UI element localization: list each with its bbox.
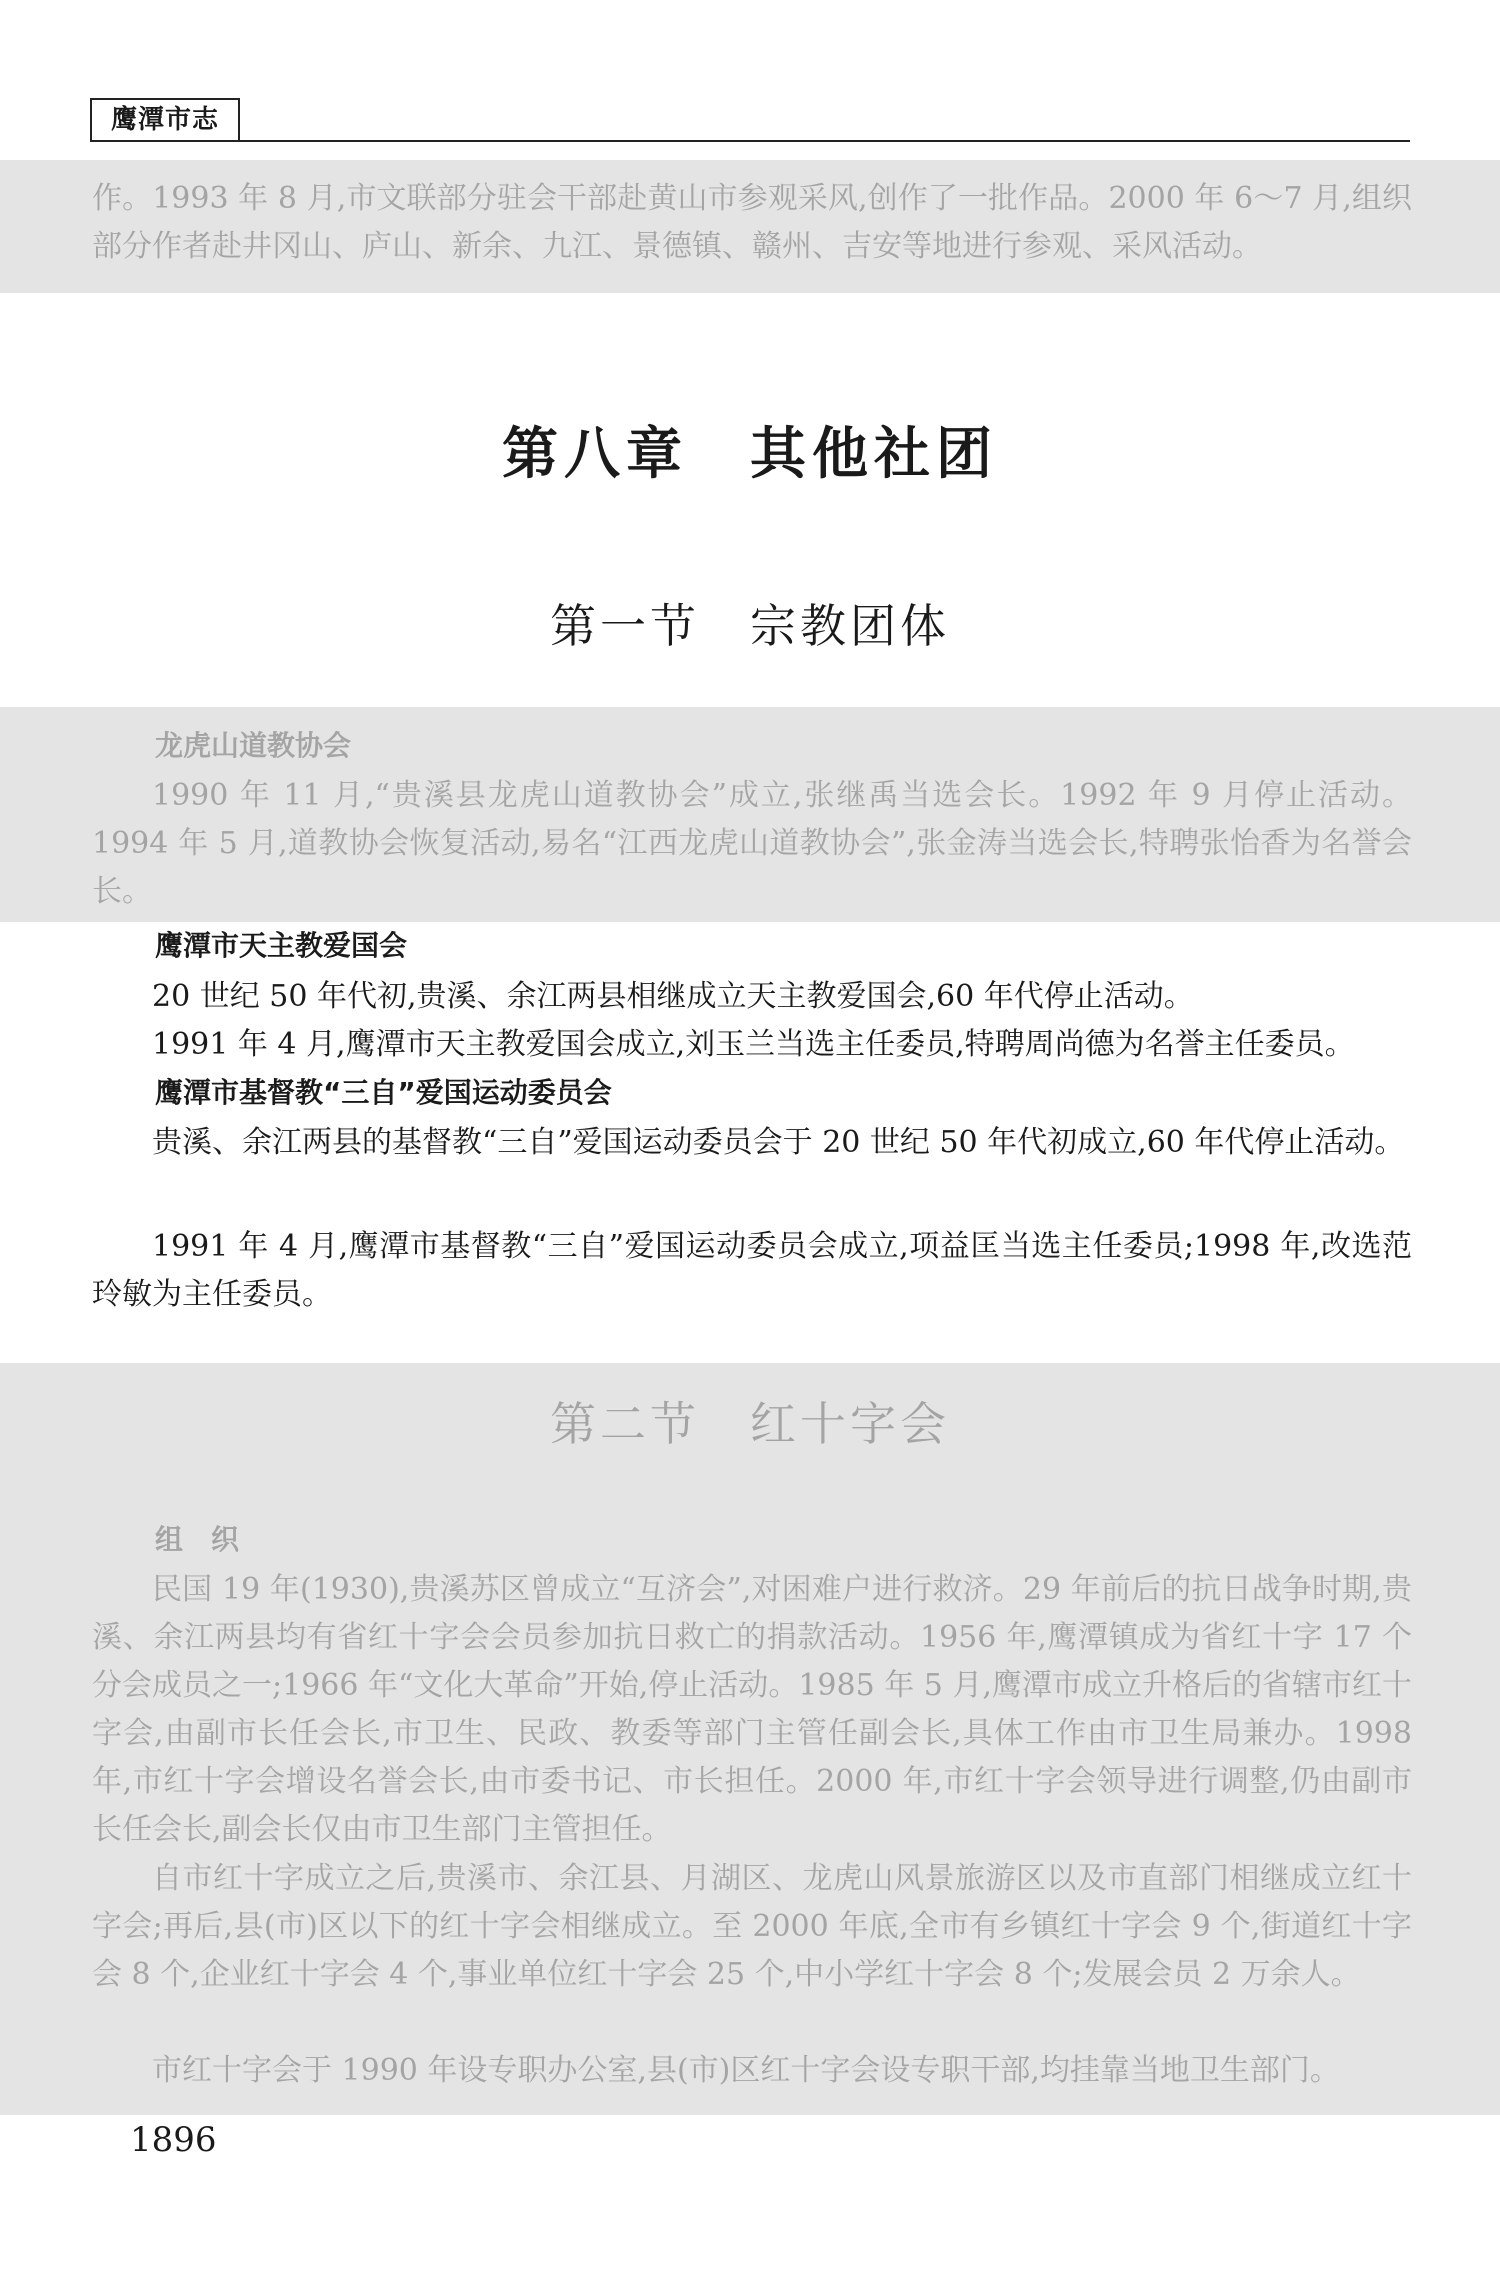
- header-rule: [240, 140, 1410, 142]
- catholic-paragraph-1: 20 世纪 50 年代初,贵溪、余江两县相继成立天主教爱国会,60 年代停止活动。: [152, 979, 1194, 1014]
- running-header: [90, 90, 1410, 146]
- intro-paragraph: 作。1993 年 8 月,市文联部分驻会干部赴黄山市参观采风,创作了一批作品。2000 年 6～7 月,组织部分作者赴井冈山、庐山、新余、九江、景德镇、赣州、吉安等地进行参观、采风活动。: [92, 181, 1412, 264]
- catholic-paragraph-2: 1991 年 4 月,鹰潭市天主教爱国会成立,刘玉兰当选主任委员,特聘周尚德为名誉主任委员。: [152, 1027, 1355, 1062]
- book-title: 鹰潭市志: [90, 98, 240, 142]
- daoist-paragraph: 1990 年 11 月,“贵溪县龙虎山道教协会”成立,张继禹当选会长。1992 年 9 月停止活动。1994 年 5 月,道教协会恢复活动,易名“江西龙虎山道教协会”,张金涛当选会长,特聘张怡香为名誉会长。: [92, 778, 1412, 909]
- redcross-paragraph-2: 自市红十字成立之后,贵溪市、余江县、月湖区、龙虎山风景旅游区以及市直部门相继成立红十字会;再后,县(市)区以下的红十字会相继成立。至 2000 年底,全市有乡镇红十字会 9 个,街道红十字会 8 个,企业红十字会 4 个,事业单位红十字会 25 个,中小学红十字会 8 个;发展会员 2 万余人。: [92, 1861, 1412, 1992]
- chapter-title: 第八章 其他社团: [502, 422, 998, 487]
- christian-paragraph-1: 贵溪、余江两县的基督教“三自”爱国运动委员会于 20 世纪 50 年代初成立,60 年代停止活动。: [152, 1125, 1405, 1160]
- christian-paragraph-2: 1991 年 4 月,鹰潭市基督教“三自”爱国运动委员会成立,项益匡当选主任委员;1998 年,改选范玲敏为主任委员。: [92, 1229, 1412, 1312]
- christian-heading: 鹰潭市基督教“三自”爱国运动委员会: [155, 1076, 612, 1109]
- section2-title: 第二节 红十字会: [550, 1397, 950, 1451]
- redcross-paragraph-1: 民国 19 年(1930),贵溪苏区曾成立“互济会”,对困难户进行救济。29 年前后的抗日战争时期,贵溪、余江两县均有省红十字会会员参加抗日救亡的捐款活动。1956 年,鹰潭镇成为省红十字 17 个分会成员之一;1966 年“文化大革命”开始,停止活动。1985 年 5 月,鹰潭市成立升格后的省辖市红十字会,由副市长任会长,市卫生、民政、教委等部门主管任副会长,具体工作由市卫生局兼办。1998 年,市红十字会增设名誉会长,由市委书记、市长担任。2000 年,市红十字会领导进行调整,仍由副市长任会长,副会长仅由市卫生部门主管担任。: [92, 1572, 1412, 1847]
- redcross-paragraph-3: 市红十字会于 1990 年设专职办公室,县(市)区红十字会设专职干部,均挂靠当地卫生部门。: [152, 2053, 1340, 2088]
- catholic-heading: 鹰潭市天主教爱国会: [155, 929, 408, 962]
- page-number: 1896: [130, 2120, 217, 2160]
- organization-heading: 组 织: [155, 1523, 240, 1556]
- section1-title: 第一节 宗教团体: [550, 599, 950, 653]
- daoist-heading: 龙虎山道教协会: [155, 729, 352, 762]
